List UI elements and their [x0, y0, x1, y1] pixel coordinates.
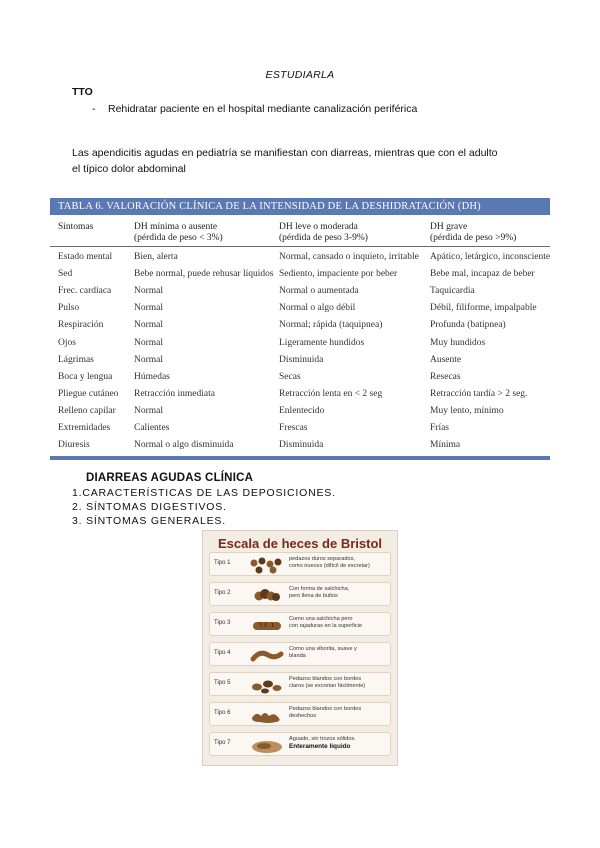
table-row — [50, 420, 550, 437]
row-cell: Bien, alerta — [134, 252, 178, 262]
bristol-desc-line-1: Pedazos blandos con bordes — [289, 706, 362, 712]
row-cell: Frescas — [279, 423, 308, 433]
row-cell: Taquicardia — [430, 286, 475, 297]
bristol-type-label: Tipo 7 — [214, 740, 231, 746]
row-cell: Bebe normal, puede rehusar líquidos — [134, 269, 274, 280]
table-row — [50, 300, 550, 317]
row-cell: Normal o aumentada — [279, 286, 359, 297]
row-symptom: Pulso — [58, 303, 80, 314]
bristol-desc-line-2: pero llena de bultos — [289, 593, 338, 599]
row-symptom: Respiración — [58, 320, 104, 331]
bristol-description — [289, 616, 391, 630]
bristol-desc-line-2: deshechos — [289, 713, 317, 719]
bristol-desc-line-2: Enteramente líquido — [289, 743, 351, 750]
bristol-desc-line-1: pedazos duros separados, — [289, 556, 355, 562]
cracked-sausage-icon — [248, 615, 286, 635]
bristol-desc-line-2: blanda — [289, 653, 306, 659]
bristol-desc-line-1: Pedazos blandos con bordes — [289, 676, 362, 682]
diarreas-title: DIARREAS AGUDAS CLÍNICA — [86, 472, 254, 484]
header-grave-l1: DH grave — [430, 222, 468, 232]
bristol-type-label: Tipo 6 — [214, 710, 231, 716]
row-cell: Muy hundidos — [430, 337, 486, 348]
row-cell: Normal — [134, 354, 164, 365]
header-sintomas: Síntomas — [58, 222, 94, 232]
row-cell: Enlentecido — [279, 405, 325, 416]
bristol-desc-line-1: Con forma de salchicha, — [289, 586, 350, 592]
row-cell: Ausente — [430, 354, 462, 365]
row-cell: Calientes — [134, 423, 170, 433]
diarreas-item-3: 3. SÍNTOMAS GENERALES. — [72, 515, 226, 527]
bristol-row — [209, 732, 391, 756]
row-cell: Normal — [134, 337, 164, 348]
soft-blobs-icon — [248, 675, 286, 695]
bristol-type-label: Tipo 4 — [214, 650, 231, 656]
row-cell: Normal — [134, 303, 164, 314]
row-symptom: Lágrimas — [58, 354, 94, 365]
bristol-desc-line-1: Como una salchicha pero — [289, 616, 353, 622]
bristol-desc-line-2: claros (se excretan fácilmente) — [289, 683, 366, 689]
table-row — [50, 403, 550, 420]
bristol-desc-line-1: Como una viborita, suave y — [289, 646, 357, 652]
bristol-row — [209, 582, 391, 606]
row-symptom: Pliegue cutáneo — [58, 388, 119, 399]
row-symptom: Ojos — [58, 337, 76, 348]
row-cell: Resecas — [430, 371, 461, 382]
header-grave-l2: (pérdida de peso >9%) — [430, 233, 517, 243]
row-symptom: Frec. cardiaca — [58, 286, 112, 297]
row-symptom: Sed — [58, 269, 73, 280]
page-title: ESTUDIARLA — [265, 69, 335, 81]
header-minima-l1: DH mínima o ausente — [134, 222, 218, 232]
row-cell: Sediento, impaciente por beber — [279, 269, 398, 280]
bristol-type-label: Tipo 2 — [214, 590, 231, 596]
row-symptom: Boca y lengua — [58, 371, 113, 382]
tto-item: Rehidratar paciente en el hospital mediante canalización periférica — [108, 103, 418, 115]
bristol-description — [289, 736, 391, 750]
row-cell: Normal, cansado o inquieto, irritable — [279, 252, 419, 262]
row-symptom: Estado mental — [58, 252, 113, 262]
header-leve-l1: DH leve o moderada — [279, 222, 358, 232]
row-cell: Normal — [134, 286, 164, 297]
table-row — [50, 335, 550, 352]
bristol-desc-line-1: Aguado, sin trozos sólidos. — [289, 736, 356, 742]
table-row — [50, 266, 550, 283]
separate-lumps-icon — [248, 555, 286, 575]
bristol-type-label: Tipo 1 — [214, 560, 231, 566]
row-cell: Disminuida — [279, 440, 324, 451]
row-cell: Apático, letárgico, inconsciente — [430, 252, 551, 262]
row-cell: Disminuida — [279, 354, 324, 365]
lumpy-sausage-icon — [248, 585, 286, 605]
table-row — [50, 283, 550, 300]
watery-icon — [248, 735, 286, 755]
row-cell: Frías — [430, 423, 449, 433]
bristol-description — [289, 556, 391, 570]
tto-bullet: - — [92, 103, 96, 115]
row-cell: Normal — [134, 405, 164, 416]
bristol-type-label: Tipo 5 — [214, 680, 231, 686]
row-cell: Retracción inmediata — [134, 388, 215, 399]
row-cell: Ligeramente hundidos — [279, 337, 365, 348]
row-cell: Normal; rápida (taquipnea) — [279, 320, 383, 331]
row-cell: Retracción tardía > 2 seg. — [430, 388, 528, 399]
row-cell: Normal o algo disminuida — [134, 440, 234, 451]
bristol-desc-line-2: como nueces (difícil de excretar) — [289, 563, 370, 569]
header-minima-l2: (pérdida de peso < 3%) — [134, 233, 223, 243]
header-leve-l2: (pérdida de peso 3-9%) — [279, 233, 368, 243]
table-header-row — [50, 220, 550, 244]
row-symptom: Extremidades — [58, 423, 111, 433]
bristol-row — [209, 552, 391, 576]
table-row — [50, 249, 550, 266]
bristol-desc-line-2: con rajaduras en la superficie — [289, 623, 363, 629]
row-cell: Húmedas — [134, 371, 170, 382]
bristol-row — [209, 612, 391, 636]
bristol-row — [209, 672, 391, 696]
table-row — [50, 369, 550, 386]
table-bottom-bar — [50, 456, 550, 460]
mushy-pieces-icon — [248, 705, 286, 725]
bristol-description — [289, 676, 391, 690]
row-cell: Muy lento, mínimo — [430, 405, 504, 416]
bristol-description — [289, 586, 391, 600]
bristol-row — [209, 702, 391, 726]
table-row — [50, 317, 550, 334]
row-cell: Retracción lenta en < 2 seg — [279, 388, 383, 399]
bristol-description — [289, 646, 391, 660]
paragraph-line-2: el típico dolor abdominal — [72, 163, 186, 175]
row-symptom: Diuresis — [58, 440, 90, 451]
bristol-description — [289, 706, 391, 720]
table-row — [50, 437, 550, 454]
row-cell: Débil, filiforme, impalpable — [430, 303, 537, 314]
smooth-snake-icon — [248, 645, 286, 665]
row-cell: Mínima — [430, 440, 461, 451]
row-cell: Normal o algo débil — [279, 303, 356, 314]
apendicitis-paragraph — [72, 145, 542, 177]
table-row — [50, 386, 550, 403]
table-row — [50, 352, 550, 369]
bristol-title: Escala de heces de Bristol — [217, 536, 383, 551]
diarreas-item-1: 1.CARACTERÍSTICAS DE LAS DEPOSICIONES. — [72, 487, 336, 499]
row-cell: Normal — [134, 320, 164, 331]
dehydration-table — [50, 198, 550, 460]
bristol-scale-figure — [202, 530, 398, 766]
row-cell: Profunda (batipnea) — [430, 320, 506, 331]
tto-label: TTO — [72, 86, 93, 98]
row-symptom: Relleno capilar — [58, 405, 116, 416]
bristol-type-label: Tipo 3 — [214, 620, 231, 626]
row-cell: Secas — [279, 371, 301, 382]
paragraph-line-1: Las apendicitis agudas en pediatría se manifiestan con diarreas, mientras que con el adulto — [72, 147, 498, 159]
table-divider — [50, 246, 550, 247]
bristol-row — [209, 642, 391, 666]
row-cell: Bebe mal, incapaz de beber — [430, 269, 535, 280]
table-title: TABLA 6. VALORACIÓN CLÍNICA DE LA INTENSIDAD DE LA DESHIDRATACIÓN (DH) — [50, 198, 550, 215]
diarreas-item-2: 2. SÍNTOMAS DIGESTIVOS. — [72, 501, 227, 513]
